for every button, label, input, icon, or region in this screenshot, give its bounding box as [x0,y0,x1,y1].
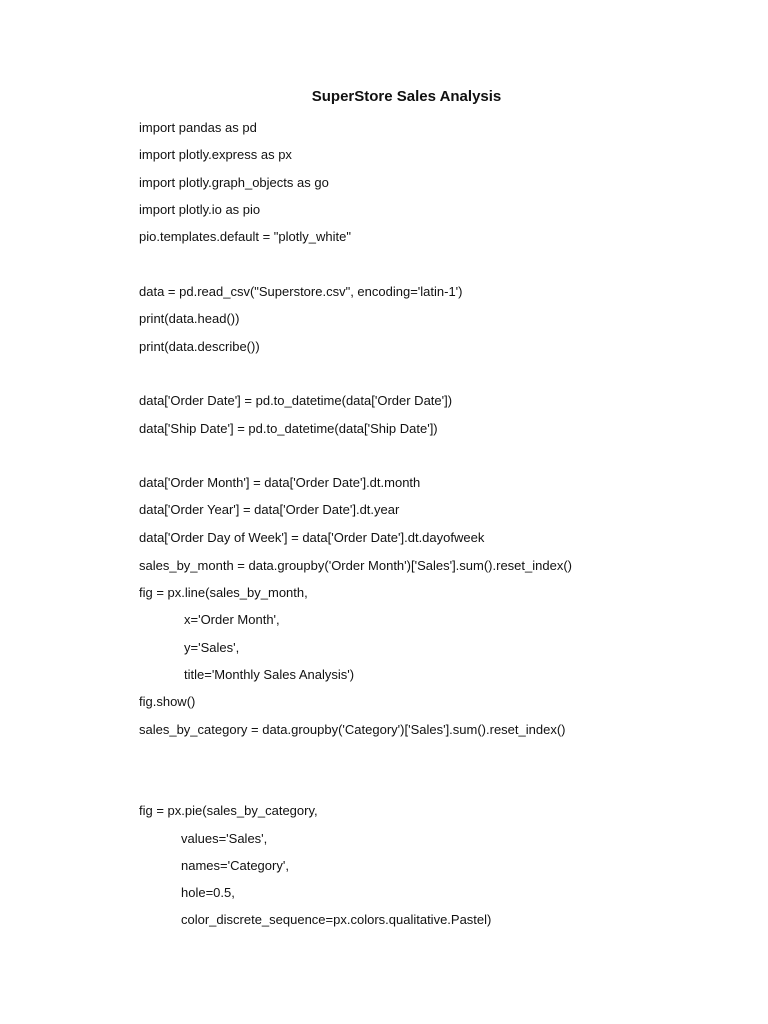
code-line-template-default: pio.templates.default = "plotly_white" [139,229,351,244]
code-line-fig-pie: fig = px.pie(sales_by_category, [139,803,318,818]
code-line-y-arg: y='Sales', [184,640,240,655]
code-line-import-plotly-express: import plotly.express as px [139,147,292,162]
code-line-fig-show: fig.show() [139,694,196,709]
code-line-import-graph-objects: import plotly.graph_objects as go [139,175,329,190]
code-line-order-day-of-week: data['Order Day of Week'] = data['Order Date'].dt.dayofweek [139,530,485,545]
code-line-sales-by-month: sales_by_month = data.groupby('Order Month')['Sales'].sum().reset_index() [139,558,572,573]
code-line-order-month: data['Order Month'] = data['Order Date'].dt.month [139,475,421,490]
code-line-values-arg: values='Sales', [181,831,268,846]
code-line-order-date: data['Order Date'] = pd.to_datetime(data['Order Date']) [139,393,453,408]
code-line-read-csv: data = pd.read_csv("Superstore.csv", encoding='latin-1') [139,284,463,299]
code-line-x-arg: x='Order Month', [184,612,280,627]
code-line-print-describe: print(data.describe()) [139,339,260,354]
code-line-ship-date: data['Ship Date'] = pd.to_datetime(data['Ship Date']) [139,421,438,436]
code-line-print-head: print(data.head()) [139,311,240,326]
code-line-color-sequence-arg: color_discrete_sequence=px.colors.qualitative.Pastel) [181,912,492,927]
document-title: SuperStore Sales Analysis [311,88,502,105]
code-line-hole-arg: hole=0.5, [181,885,235,900]
code-line-names-arg: names='Category', [181,858,289,873]
code-line-sales-by-category: sales_by_category = data.groupby('Category')['Sales'].sum().reset_index() [139,722,566,737]
code-line-order-year: data['Order Year'] = data['Order Date'].dt.year [139,502,400,517]
code-line-title-arg: title='Monthly Sales Analysis') [184,667,355,682]
code-line-import-pio: import plotly.io as pio [139,202,261,217]
code-line-import-pandas: import pandas as pd [139,120,257,135]
code-line-fig-line: fig = px.line(sales_by_month, [139,585,308,600]
